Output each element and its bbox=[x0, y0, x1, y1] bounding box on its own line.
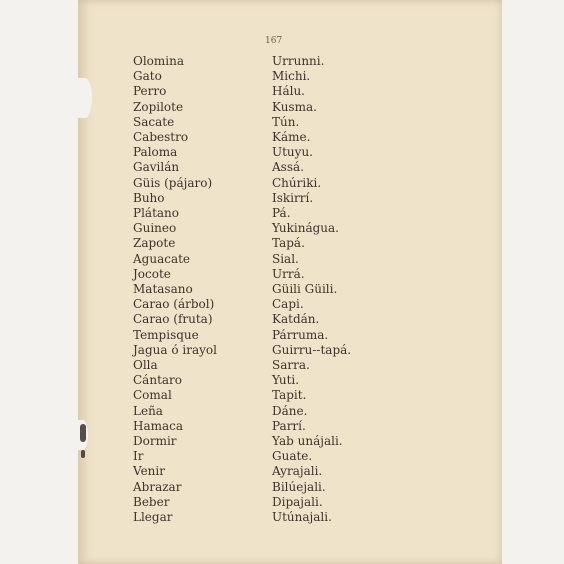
spanish-word: Sacate bbox=[133, 114, 175, 129]
translation-word: Michi. bbox=[272, 69, 311, 84]
translation-word: Hálu. bbox=[272, 84, 305, 99]
spanish-word: Guineo bbox=[133, 221, 177, 236]
translation-word: Katdán. bbox=[272, 312, 320, 327]
spanish-word: Perro bbox=[133, 84, 167, 99]
spanish-word-list bbox=[133, 54, 217, 525]
indigenous-word-list bbox=[272, 54, 351, 525]
translation-word: Capi. bbox=[272, 297, 304, 312]
spanish-word: Beber bbox=[133, 494, 170, 509]
ink-stain bbox=[80, 424, 86, 442]
spanish-word: Dormir bbox=[133, 434, 177, 449]
translation-word: Yuti. bbox=[272, 373, 300, 388]
translation-word: Urrunni. bbox=[272, 54, 325, 68]
translation-word: Utuyu. bbox=[272, 145, 313, 160]
spanish-word: Plátano bbox=[133, 206, 179, 221]
translation-word: Tún. bbox=[272, 114, 300, 129]
translation-word: Pá. bbox=[272, 206, 291, 221]
spanish-word: Paloma bbox=[133, 145, 178, 160]
spanish-word: Güis (pájaro) bbox=[133, 175, 213, 190]
translation-word: Káme. bbox=[272, 130, 311, 145]
spanish-word: Gavilán bbox=[133, 160, 180, 175]
translation-word: Yukinágua. bbox=[272, 221, 339, 236]
spanish-word: Tempisque bbox=[133, 327, 199, 342]
spanish-word: Cántaro bbox=[133, 373, 183, 388]
spanish-word: Jagua ó irayol bbox=[133, 342, 217, 357]
translation-word: Sial. bbox=[272, 251, 299, 266]
spanish-word: Comal bbox=[133, 388, 172, 403]
spanish-word: Gato bbox=[133, 69, 162, 84]
translation-word: Ayrajali. bbox=[272, 464, 323, 479]
translation-word: Sarra. bbox=[272, 358, 310, 373]
spanish-word: Venir bbox=[133, 464, 165, 479]
translation-word: Párruma. bbox=[272, 327, 329, 342]
spanish-word: Olomina bbox=[133, 54, 184, 68]
translation-word: Kusma. bbox=[272, 99, 317, 114]
page-edge-tear bbox=[78, 78, 92, 118]
spanish-word: Matasano bbox=[133, 282, 193, 297]
spanish-word: Zopilote bbox=[133, 99, 184, 114]
spanish-word: Cabestro bbox=[133, 130, 189, 145]
translation-word: Tapá. bbox=[272, 236, 305, 251]
translation-word: Utúnajali. bbox=[272, 510, 332, 525]
spanish-word: Llegar bbox=[133, 510, 173, 525]
spanish-word: Abrazar bbox=[133, 479, 182, 494]
translation-word: Tapit. bbox=[272, 388, 307, 403]
translation-word: Guirru--tapá. bbox=[272, 342, 352, 357]
spanish-word: Olla bbox=[133, 358, 158, 373]
page-number: 167 bbox=[265, 36, 283, 46]
translation-word: Güili Güili. bbox=[272, 282, 338, 297]
spanish-word: Aguacate bbox=[133, 251, 191, 266]
translation-word: Chúriki. bbox=[272, 175, 322, 190]
translation-word: Dáne. bbox=[272, 403, 308, 418]
translation-word: Parrí. bbox=[272, 418, 306, 433]
spanish-word: Jocote bbox=[133, 266, 171, 281]
ink-stain bbox=[81, 450, 85, 458]
spanish-word: Hamaca bbox=[133, 418, 184, 433]
spanish-word: Leña bbox=[133, 403, 163, 418]
spanish-word: Buho bbox=[133, 190, 165, 205]
translation-word: Urrá. bbox=[272, 266, 305, 281]
translation-word: Yab unájali. bbox=[272, 434, 343, 449]
translation-word: Assá. bbox=[272, 160, 304, 175]
spanish-word: Ir bbox=[133, 449, 144, 464]
translation-word: Iskirrí. bbox=[272, 190, 314, 205]
spanish-word: Carao (fruta) bbox=[133, 312, 213, 327]
spanish-word: Zapote bbox=[133, 236, 176, 251]
spanish-word: Carao (árbol) bbox=[133, 297, 215, 312]
translation-word: Guate. bbox=[272, 449, 313, 464]
translation-word: Dipajali. bbox=[272, 494, 323, 509]
translation-word: Bilúejali. bbox=[272, 479, 326, 494]
